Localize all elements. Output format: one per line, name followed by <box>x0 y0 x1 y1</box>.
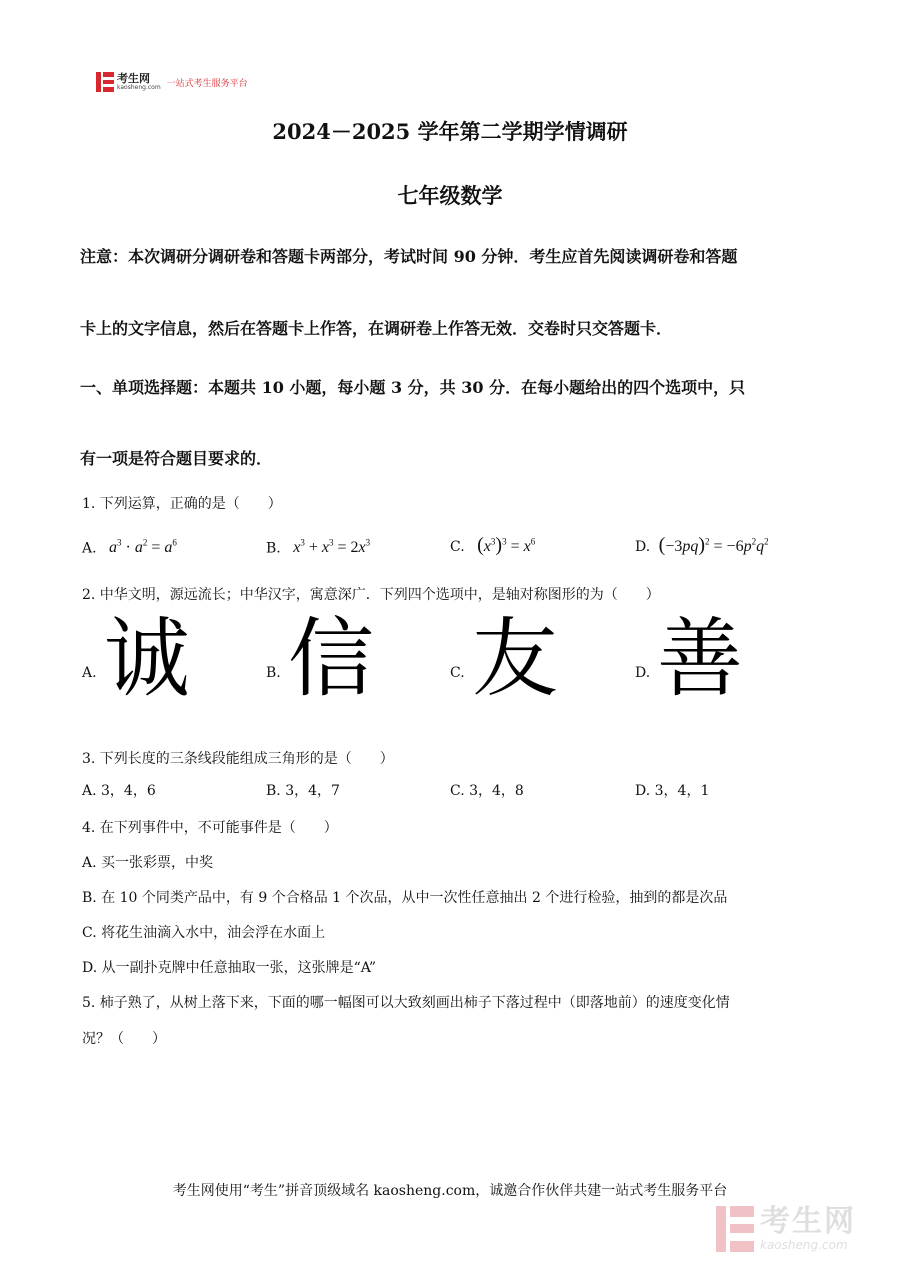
q2-char-b: 信 <box>288 609 374 709</box>
q1-label-d: D. <box>635 539 651 555</box>
q4-option-b: B. 在 10 个同类产品中，有 9 个合格品 1 个次品，从中一次性任意抽出 2 个进行检验，抽到的都是次品 <box>82 890 728 906</box>
q1-formula-c: $(x^3)^3 = x^6$ <box>477 534 536 556</box>
q1-label-b: B. <box>266 540 281 557</box>
exam-subtitle: 七年级数学 <box>397 183 503 208</box>
logo-domain: kaosheng.com <box>117 84 161 91</box>
q1-option-d <box>635 534 769 557</box>
q2-char-a: 诚 <box>104 609 190 709</box>
logo-mark-icon <box>96 72 114 92</box>
q1-stem: 1. 下列运算，正确的是（ ） <box>82 496 282 512</box>
exam-title: 2024－2025 学年第二学期学情调研 <box>272 119 628 144</box>
q5-stem-line-2: 况？（ ） <box>82 1031 166 1047</box>
q3-option-b: B. 3，4，7 <box>266 783 340 799</box>
q4-option-c: C. 将花生油滴入水中，油会浮在水面上 <box>82 925 326 941</box>
q1-option-a <box>82 538 177 557</box>
q3-option-a: A. 3，4，6 <box>82 783 156 799</box>
watermark-logo <box>716 1201 881 1257</box>
q1-option-b <box>266 538 370 557</box>
q3-stem: 3. 下列长度的三条线段能组成三角形的是（ ） <box>82 751 394 767</box>
section1-line-2: 有一项是符合题目要求的． <box>80 449 273 468</box>
q2-label-a: A. <box>82 665 97 681</box>
q2-stem: 2. 中华文明，源远流长；中华汉字，寓意深广．下列四个选项中，是轴对称图形的为（ ） <box>82 587 660 603</box>
q1-formula-a: $a^3 \cdot a^2 = a^6$ <box>101 538 177 557</box>
q1-formula-d: $(-3pq)^2 = -6p^2q^2$ <box>658 534 769 556</box>
q2-char-d: 善 <box>657 609 743 709</box>
q5-stem-line-1: 5. 柿子熟了，从树上落下来，下面的哪一幅图可以大致刻画出柿子下落过程中（即落地前）的速度变化情 <box>82 995 730 1011</box>
logo-name: 考生网 <box>117 72 150 85</box>
logo-slogan: 一站式考生服务平台 <box>166 78 248 89</box>
watermark-mark-icon <box>716 1206 754 1252</box>
watermark-name: 考生网 <box>760 1204 856 1239</box>
section1-line-1: 一、单项选择题：本题共 10 小题，每小题 3 分，共 30 分．在每小题给出的四个选项中，只 <box>80 378 746 397</box>
watermark-domain: kaosheng.com <box>760 1238 848 1252</box>
q4-option-a: A. 买一张彩票，中奖 <box>82 855 214 871</box>
q1-label-c: C. <box>450 539 465 555</box>
notice-line-2: 卡上的文字信息，然后在答题卡上作答，在调研卷上作答无效．交卷时只交答题卡． <box>80 319 673 338</box>
q3-option-d: D. 3，4，1 <box>635 783 710 799</box>
q2-label-d: D. <box>635 665 651 681</box>
q4-stem: 4. 在下列事件中，不可能事件是（ ） <box>82 820 338 836</box>
q1-formula-b: $x^3 + x^3 = 2x^3$ <box>285 538 371 557</box>
q1-label-a: A. <box>82 540 97 557</box>
q4-option-d: D. 从一副扑克牌中任意抽取一张，这张牌是“A” <box>82 960 376 976</box>
q2-char-c: 友 <box>472 609 558 709</box>
page-footer: 考生网使用“考生”拼音顶级域名 kaosheng.com，诚邀合作伙伴共建一站式考生服务平台 <box>172 1183 728 1199</box>
notice-line-1: 注意：本次调研分调研卷和答题卡两部分，考试时间 90 分钟．考生应首先阅读调研卷和答题 <box>80 247 738 266</box>
q2-label-c: C. <box>450 665 465 681</box>
q2-label-b: B. <box>266 665 281 681</box>
header-logo <box>96 71 248 93</box>
q1-option-c <box>450 534 535 557</box>
q3-option-c: C. 3，4，8 <box>450 783 524 799</box>
